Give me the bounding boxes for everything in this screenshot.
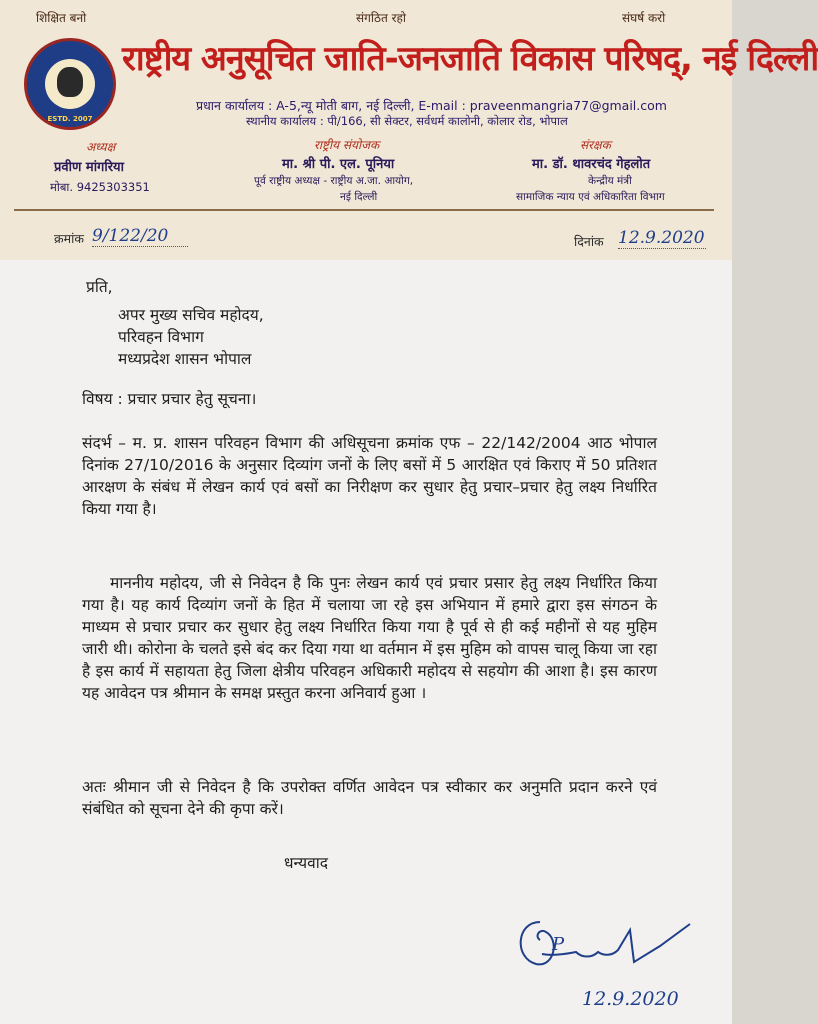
signature-mark [512, 910, 702, 990]
paragraph-reference: संदर्भ – म. प्र. शासन परिवहन विभाग की अधिसूचना क्रमांक एफ – 22/142/2004 आठ भोपाल दिनांक 27/10/2016 के अनुसार दिव्यांग जनों के लिए बसों में 5 आरक्षित एवं किराए में 50 प्रतिशत आरक्षण के संबंध में लेखन कार्य एवं बसों का निरीक्षण कर सुधार हेतु प्रचार–प्रचार हेतु लक्ष्य निर्धारित किया गया है। [82, 434, 657, 518]
patron-role: संरक्षक [580, 138, 611, 152]
local-office-address: स्थानीय कार्यालय : पी/166, सी सेक्टर, सर्वधर्म कालोनी, कोलार रोड, भोपाल [246, 114, 568, 128]
recipient-line-3: मध्यप्रदेश शासन भोपाल [118, 350, 252, 368]
president-name: प्रवीण मांगरिया [54, 160, 124, 175]
president-role: अध्यक्ष [86, 140, 116, 154]
date-value: 12.9.2020 [618, 228, 705, 248]
subject-line: विषय : प्रचार प्रचार हेतु सूचना। [82, 390, 257, 408]
head-office-address: प्रधान कार्यालय : A-5,न्यू मोती बाग, नई दिल्ली, E-mail : praveenmangria77@gmail.com [196, 98, 667, 113]
recipient-line-1: अपर मुख्य सचिव महोदय, [118, 306, 264, 324]
slogan-left: शिक्षित बनो [36, 11, 87, 25]
patron-title: केन्द्रीय मंत्री [588, 175, 632, 187]
recipient-line-2: परिवहन विभाग [118, 328, 204, 346]
reference-label: क्रमांक [54, 231, 84, 246]
paragraph-request: माननीय महोदय, जी से निवेदन है कि पुनः लेखन कार्य एवं प्रचार प्रसार हेतु लक्ष्य निर्धारित किया गया है। यह कार्य दिव्यांग जनों के हित में चलाया जा रहे इस अभियान में हमारे द्वारा इस संगठन के माध्यम से प्रचार प्रचार कर सुधार हेतु लक्ष्य निर्धारित किया गया है पूर्व से ही कई महीनों से यह मुहिम जारी थी। कोरोना के चलते इसे बंद कर दिया गया था वर्तमान में इस मुहिम को वापस चालू किया जा रहा है इस कार्य में सहायता हेतु जिला क्षेत्रीय परिवहन अधिकारी महोदय से सहयोग की आशा है। इस कारण यह आवेदन पत्र श्रीमान के समक्ष प्रस्तुत करना अनिवार्य हुआ । [82, 574, 657, 702]
thanks-text: धन्यवाद [284, 854, 328, 872]
convener-role: राष्ट्रीय संयोजक [314, 138, 380, 152]
convener-title: पूर्व राष्ट्रीय अध्यक्ष - राष्ट्रीय अ.जा. आयोग, [254, 175, 414, 187]
reference-number: 9/122/20 [92, 226, 188, 247]
slogan-right: संघर्ष करो [622, 11, 666, 25]
convener-name: मा. श्री पी. एल. पूनिया [282, 157, 395, 172]
salutation-to: प्रति, [86, 278, 113, 296]
svg-text:P: P [552, 934, 565, 955]
convener-city: नई दिल्ली [340, 191, 378, 203]
logo-est-text: ESTD. 2007 [47, 115, 93, 123]
date-label: दिनांक [574, 234, 604, 249]
president-phone: मोबा. 9425303351 [50, 180, 150, 194]
organization-name: राष्ट्रीय अनुसूचित जाति-जनजाति विकास परिषद्, नई दिल्ली [122, 39, 818, 79]
signature-date: 12.9.2020 [582, 988, 679, 1010]
organization-logo [24, 38, 116, 130]
slogan-center: संगठित रहो [356, 11, 406, 25]
patron-name: मा. डॉ. थावरचंद गेहलोत [532, 157, 651, 172]
paragraph-closing: अतः श्रीमान जी से निवेदन है कि उपरोक्त वर्णित आवेदन पत्र स्वीकार कर अनुमति प्रदान करने एवं संबंधित को सूचना देने की कृपा करें। [82, 778, 657, 818]
header-divider [14, 209, 714, 211]
patron-department: सामाजिक न्याय एवं अधिकारिता विभाग [516, 191, 665, 203]
